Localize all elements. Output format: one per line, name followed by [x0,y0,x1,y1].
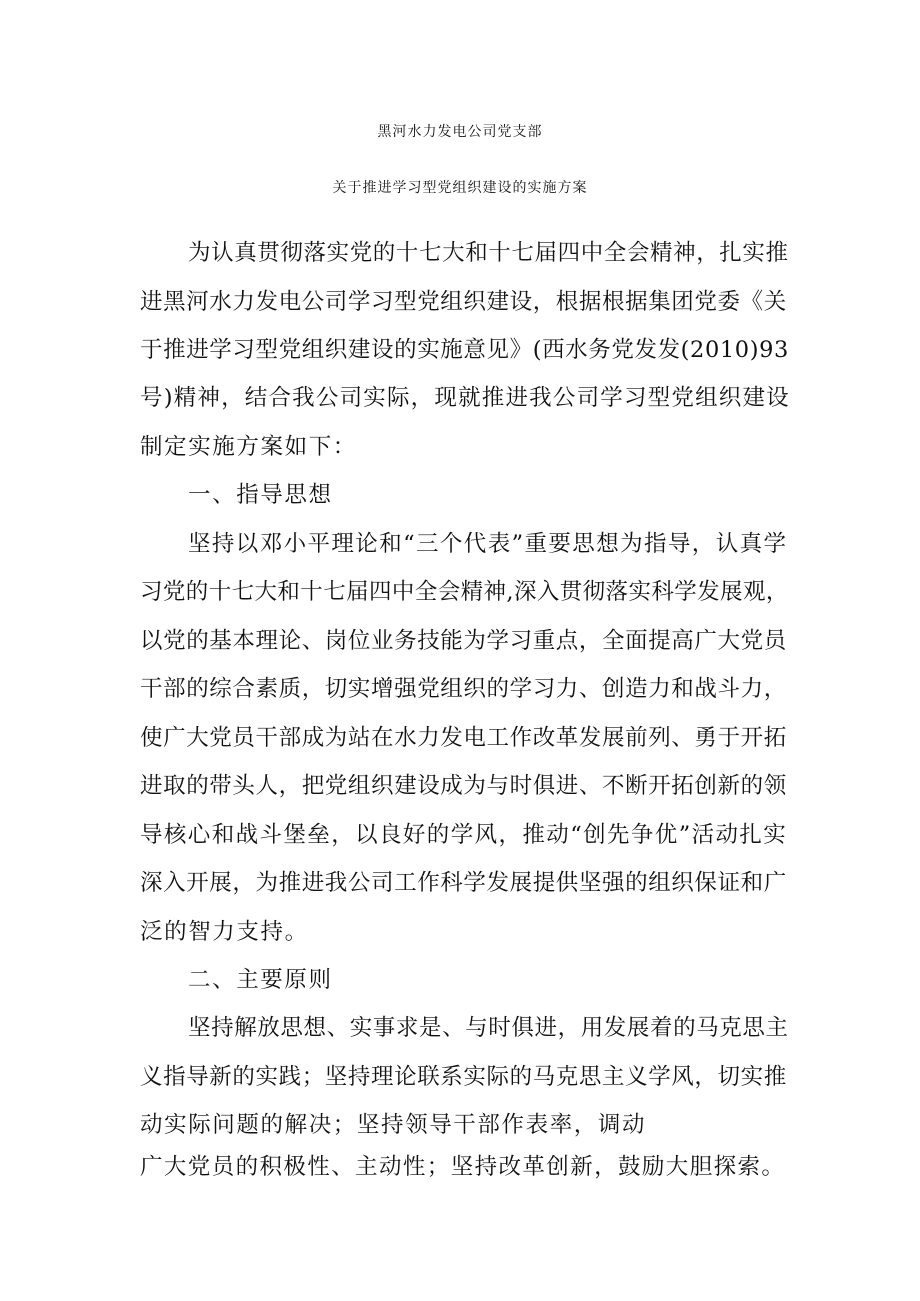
paragraph-line: 坚持以邓小平理论和“三个代表”重要思想为指导，认真学 [188,531,788,557]
section-heading: 二、主要原则 [188,967,333,993]
paragraph-line: 干部的综合素质，切实增强党组织的学习力、创造力和战斗力， [140,676,787,702]
paragraph-line: 为认真贯彻落实党的十七大和十七届四中全会精神，扎实推 [188,240,789,266]
paragraph-line: 深入开展，为推进我公司工作科学发展提供坚强的组织保证和广 [140,870,787,896]
paragraph-line: 于推进学习型党组织建设的实施意见》(西水务党发发(2010)93 [140,337,789,363]
paragraph-line: 使广大党员干部成为站在水力发电工作改革发展前列、勇于开拓 [140,725,787,751]
paragraph-line: 广大党员的积极性、主动性；坚持改革创新，鼓励大胆探索。 [140,1154,786,1180]
paragraph-line: 进取的带头人，把党组织建设成为与时俱进、不断开拓创新的领 [140,773,787,799]
paragraph-line: 号)精神，结合我公司实际，现就推进我公司学习型党组织建设 [140,385,790,411]
paragraph-line: 泛的智力支持。 [140,919,309,945]
document-title-line-1: 黑河水力发电公司党支部 [377,124,543,140]
paragraph-line: 以党的基本理论、岗位业务技能为学习重点，全面提高广大党员 [140,628,787,654]
paragraph-line: 制定实施方案如下： [140,434,357,460]
section-heading: 一、指导思想 [188,482,333,508]
paragraph-line: 习党的十七大和十七届四中全会精神,深入贯彻落实科学发展观， [140,579,789,605]
paragraph-line: 动实际问题的解决；坚持领导干部作表率，调动 [140,1112,647,1138]
paragraph-line: 义指导新的实践；坚持理论联系实际的马克思主义学风，切实推 [140,1064,787,1090]
paragraph-line: 导核心和战斗堡垒，以良好的学风，推动“创先争优”活动扎实 [140,822,788,848]
paragraph-line: 坚持解放思想、实事求是、与时俱进，用发展着的马克思主 [188,1015,789,1041]
paragraph-line: 进黑河水力发电公司学习型党组织建设，根据根据集团党委《关 [140,289,787,315]
document-title-line-2: 关于推进学习型党组织建设的实施方案 [332,180,588,196]
